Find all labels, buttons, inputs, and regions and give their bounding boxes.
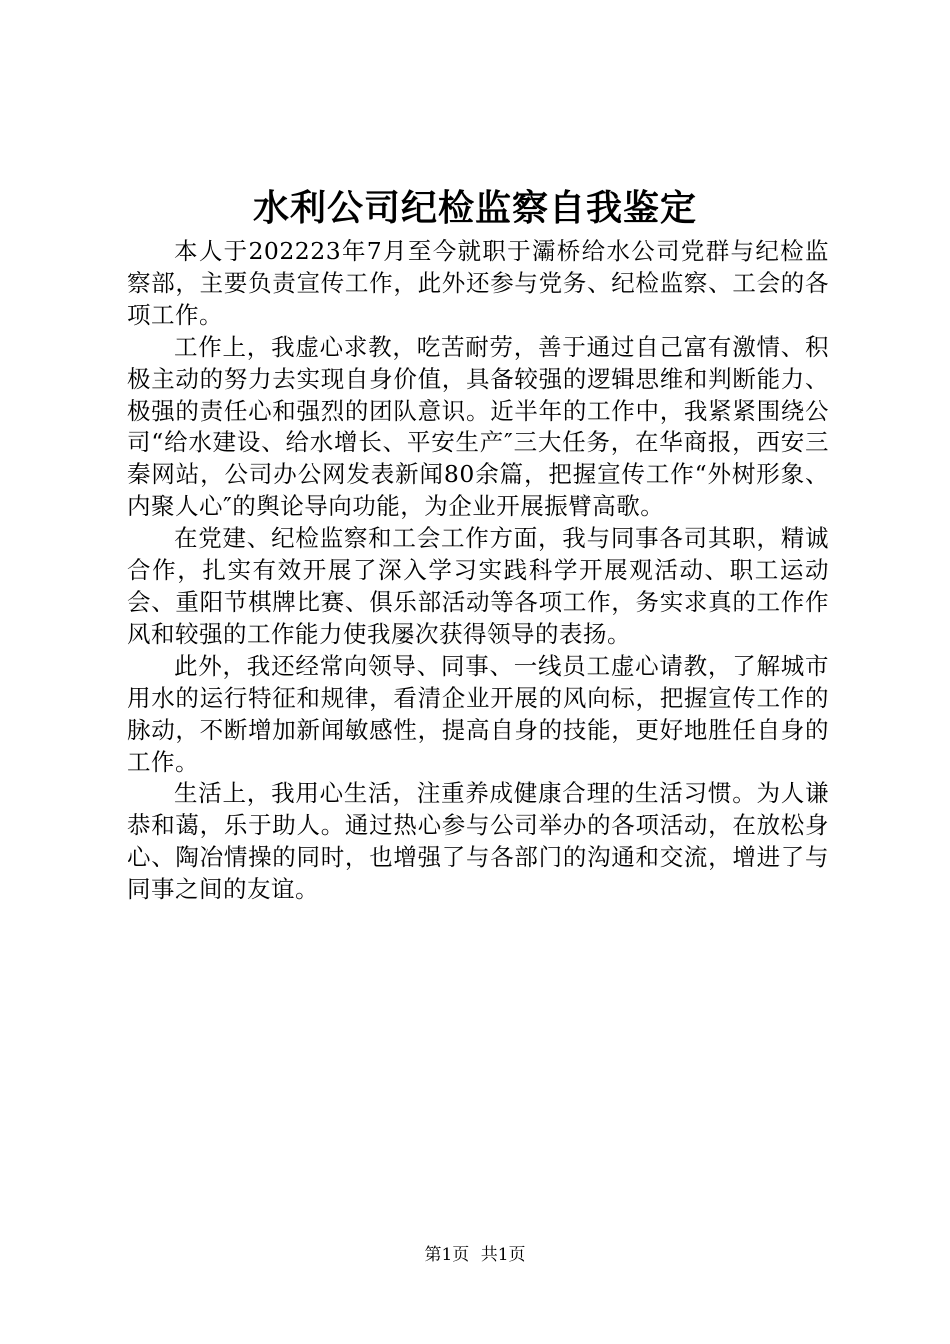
paragraph-intro: 本人于202223年7月至今就职于灞桥给水公司党群与纪检监察部，主要负责宣传工作，此外还参与党务、纪检监察、工会的各项工作。: [127, 237, 829, 329]
document-body: [127, 236, 829, 906]
paragraph-work: 工作上，我虚心求教，吃苦耐劳，善于通过自己富有激情、积极主动的努力去实现自身价值，具备较强的逻辑思维和判断能力、极强的责任心和强烈的团队意识。近半年的工作中，我紧紧围绕公司“给水建设、给水增长、平安生产″三大任务，在华商报，西安三秦网站，公司办公网发表新闻80余篇，把握宣传工作“外树形象、内聚人心″的舆论导向功能，为企业开展振臂高歌。: [127, 332, 829, 521]
document-title: 水利公司纪检监察自我鉴定: [252, 188, 697, 229]
page-number: 第1页: [424, 1245, 470, 1265]
page-total: 共1页: [480, 1245, 526, 1265]
paragraph-life: 生活上，我用心生活，注重养成健康合理的生活习惯。为人谦恭和蔼，乐于助人。通过热心参与公司举办的各项活动，在放松身心、陶冶情操的同时，也增强了与各部门的沟通和交流，增进了与同事之间的友谊。: [127, 779, 829, 904]
page-footer: [0, 1243, 950, 1267]
paragraph-party-building: 在党建、纪检监察和工会工作方面，我与同事各司其职，精诚合作，扎实有效开展了深入学习实践科学开展观活动、职工运动会、重阳节棋牌比赛、俱乐部活动等各项工作，务实求真的工作作风和较强的工作能力使我屡次获得领导的表扬。: [127, 524, 829, 648]
paragraph-learning: 此外，我还经常向领导、同事、一线员工虚心请教，了解城市用水的运行特征和规律，看清企业开展的风向标，把握宣传工作的脉动，不断增加新闻敏感性，提高自身的技能，更好地胜任自身的工作。: [127, 651, 829, 776]
